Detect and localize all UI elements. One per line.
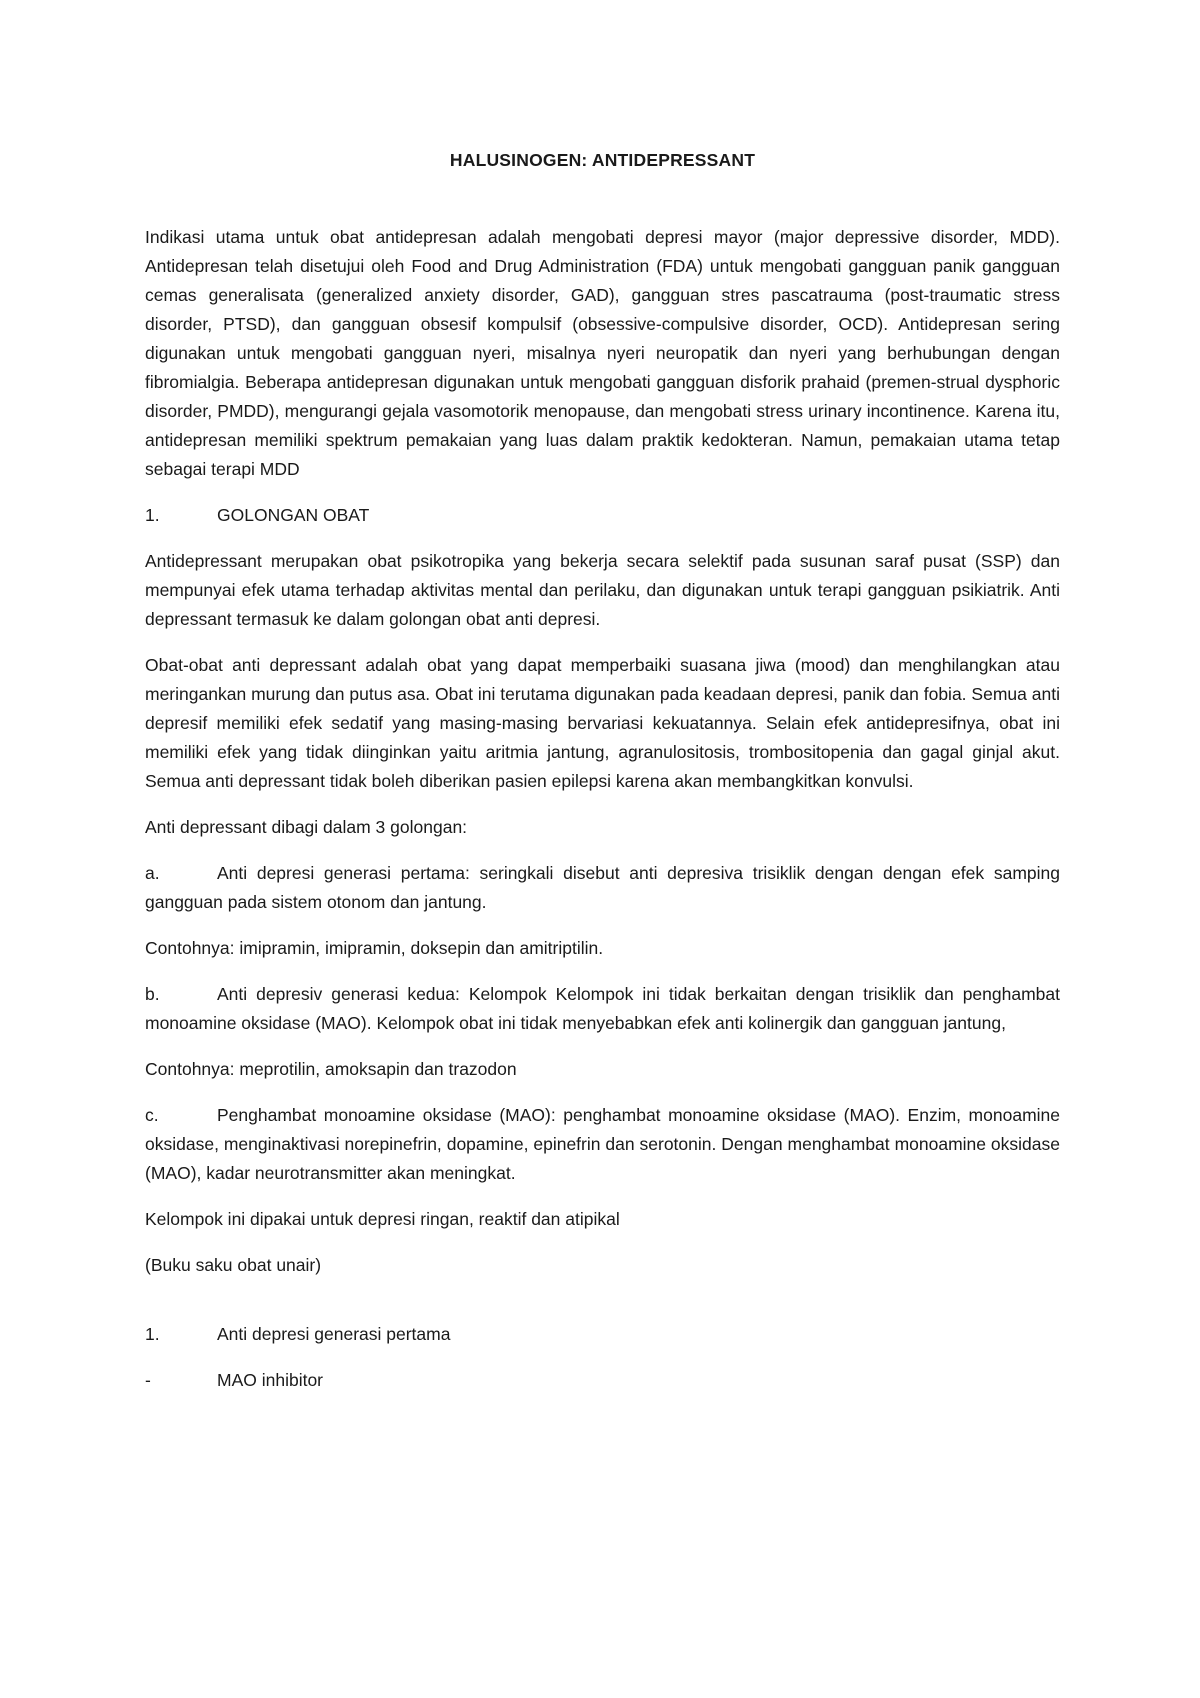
group-c-item [145,1101,1060,1188]
document-body [145,146,1060,1412]
group-c-marker: c. [145,1105,159,1125]
list-item-mao-inhibitor [145,1366,1060,1395]
example-b: Contohnya: meprotilin, amoksapin dan trazodon [145,1059,517,1079]
section-heading-text: GOLONGAN OBAT [217,505,370,525]
groups-intro: Anti depressant dibagi dalam 3 golongan: [145,817,468,837]
paragraph-mood: Obat-obat anti depressant adalah obat yang dapat memperbaiki suasana jiwa (mood) dan menghilangkan atau meringankan murung dan putus asa. Obat ini terutama digunakan pada keadaan depresi, panik dan fobia. Semua anti depresif memiliki efek sedatif yang masing-masing bervariasi kekuatannya. Selain efek antidepresifnya, obat ini memiliki efek yang tidak diinginkan yaitu aritmia jantung, agranulositosis, trombositopenia dan gagal ginjal akut. Semua anti depressant tidak boleh diberikan pasien epilepsi karena akan membangkitkan konvulsi. [145,655,1060,791]
page-title: HALUSINOGEN: ANTIDEPRESSANT [449,150,756,170]
intro-paragraph: Indikasi utama untuk obat antidepresan adalah mengobati depresi mayor (major depressive disorder, MDD). Antidepresan telah disetujui oleh Food and Drug Administration (FDA) untuk mengobati gangguan panik gangguan cemas generalisata (generalized anxiety disorder, GAD), gangguan stres pascatrauma (post-traumatic stress disorder, PTSD), dan gangguan obsesif kompulsif (obsessive-compulsive disorder, OCD). Antidepresan sering digunakan untuk mengobati gangguan nyeri, misalnya nyeri neuropatik dan nyeri yang berhubungan dengan fibromialgia. Beberapa antidepresan digunakan untuk mengobati gangguan disforik prahaid (premen-strual dysphoric disorder, PMDD), mengurangi gejala vasomotorik menopause, dan mengobati stress urinary incontinence. Karena itu, antidepresan memiliki spektrum pemakaian yang luas dalam praktik kedokteran. Namun, pemakaian utama tetap sebagai terapi MDD [145,227,1060,479]
list-item-generasi-pertama [145,1320,1060,1349]
list-dash: - [145,1370,151,1390]
paragraph-ssp: Antidepressant merupakan obat psikotropika yang bekerja secara selektif pada susunan saraf pusat (SSP) dan mempunyai efek utama terhadap aktivitas mental dan perilaku, dan digunakan untuk terapi gangguan psikiatrik. Anti depressant termasuk ke dalam golongan obat anti depresi. [145,551,1060,629]
list-dash-text: MAO inhibitor [217,1370,324,1390]
section-number: 1. [145,505,160,525]
group-a-marker: a. [145,863,160,883]
example-a: Contohnya: imipramin, imipramin, doksepin dan amitriptilin. [145,938,604,958]
group-b-text: Anti depresiv generasi kedua: Kelompok Kelompok ini tidak berkaitan dengan trisiklik dan penghambat monoamine oksidase (MAO). Kelompok obat ini tidak menyebabkan efek anti kolinergik dan gangguan jantung, [145,984,1060,1033]
group-b-marker: b. [145,984,160,1004]
group-b-item [145,980,1060,1038]
group-a-text: Anti depresi generasi pertama: seringkali disebut anti depresiva trisiklik dengan dengan efek samping gangguan pada sistem otonom dan jantung. [145,863,1060,912]
source-citation: (Buku saku obat unair) [145,1255,322,1275]
group-a-item [145,859,1060,917]
list-item-text: Anti depresi generasi pertama [217,1324,451,1344]
note-c: Kelompok ini dipakai untuk depresi ringan, reaktif dan atipikal [145,1209,620,1229]
list-number: 1. [145,1324,160,1344]
section-heading-golongan-obat [145,501,1060,530]
group-c-text: Penghambat monoamine oksidase (MAO): penghambat monoamine oksidase (MAO). Enzim, monoamine oksidase, menginaktivasi norepinefrin, dopamine, epinefrin dan serotonin. Dengan menghambat monoamine oksidase (MAO), kadar neurotransmitter akan meningkat. [145,1105,1060,1183]
